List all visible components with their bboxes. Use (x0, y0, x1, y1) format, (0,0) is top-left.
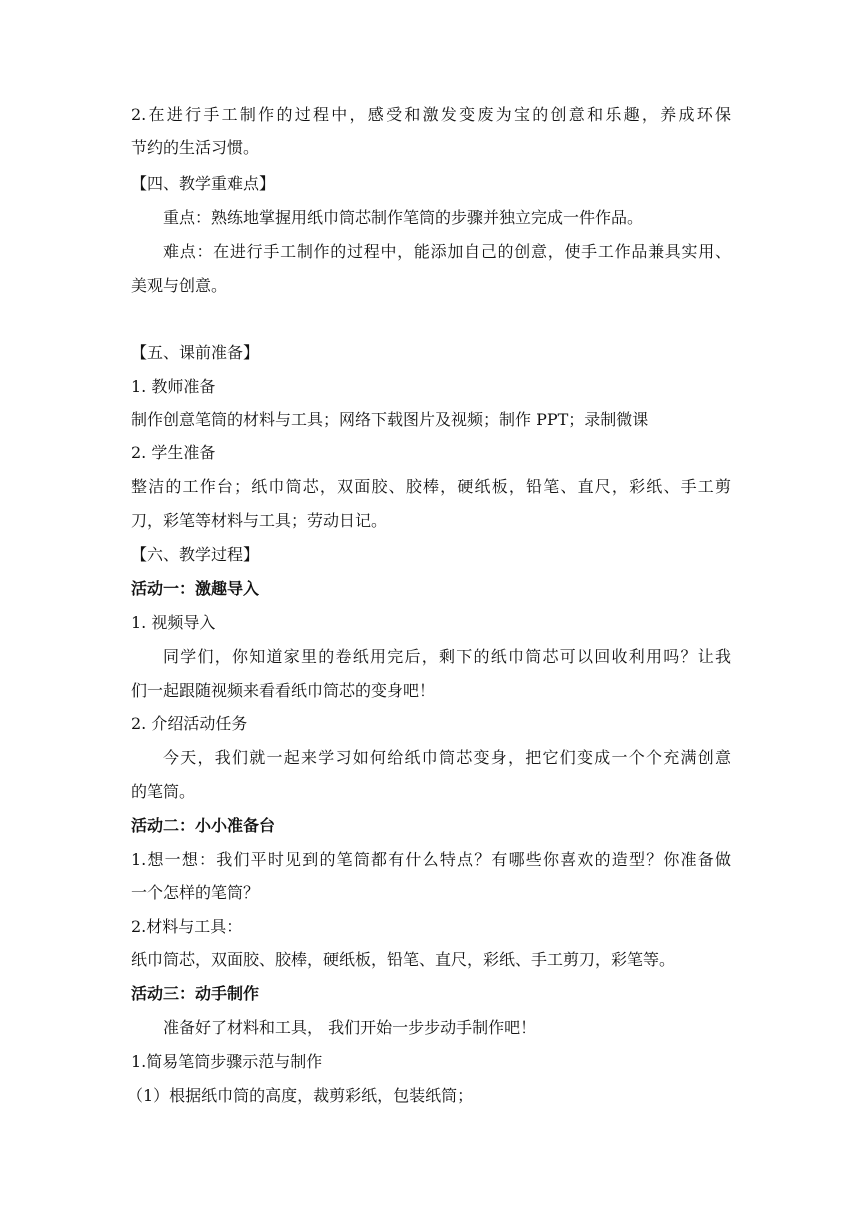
activity1-item1-title: 1. 视频导入 (131, 613, 216, 632)
activity3-title: 活动三：动手制作 (131, 984, 260, 1003)
activity2-item2-title: 2.材料与工具： (131, 917, 243, 936)
paragraph-goal-line2: 节约的生活习惯。 (131, 138, 260, 157)
activity3-item1-title: 1.简易笔筒步骤示范与制作 (131, 1052, 323, 1071)
activity1-item1-line1: 同学们，你知道家里的卷纸用完后，剩下的纸巾筒芯可以回收利用吗？让我 (163, 647, 731, 666)
teacher-prep-text: 制作创意笔筒的材料与工具；网络下载图片及视频；制作 PPT；录制微课 (131, 410, 649, 429)
activity3-intro: 准备好了材料和工具， 我们开始一步步动手制作吧！ (163, 1018, 537, 1037)
section-heading-key-difficult-points: 【四、教学重难点】 (131, 174, 276, 193)
student-prep-line1: 整洁的工作台；纸巾筒芯，双面胶、胶棒，硬纸板，铅笔、直尺，彩纸、手工剪 (131, 477, 731, 496)
key-point-text: 重点：熟练地掌握用纸巾筒芯制作笔筒的步骤并独立完成一件作品。 (163, 208, 644, 227)
activity2-item2-text: 纸巾筒芯，双面胶、胶棒，硬纸板，铅笔、直尺，彩纸、手工剪刀，彩笔等。 (131, 950, 676, 969)
student-prep-line2: 刀，彩笔等材料与工具；劳动日记。 (131, 511, 388, 530)
student-prep-title: 2. 学生准备 (131, 443, 216, 462)
activity1-title: 活动一：激趣导入 (131, 579, 260, 598)
activity2-title: 活动二：小小准备台 (131, 816, 276, 835)
difficulty-text-line1: 难点：在进行手工制作的过程中，能添加自己的创意，使手工作品兼具实用、 (163, 242, 731, 261)
section-heading-preparation: 【五、课前准备】 (131, 343, 260, 362)
activity3-step1: （1）根据纸巾筒的高度，裁剪彩纸，包装纸筒； (127, 1086, 474, 1105)
activity2-item1-line2: 一个怎样的笔筒？ (131, 883, 260, 902)
activity1-item2-title: 2. 介绍活动任务 (131, 714, 248, 733)
section-heading-teaching-process: 【六、教学过程】 (131, 545, 260, 564)
paragraph-goal-line1: 2.在进行手工制作的过程中，感受和激发变废为宝的创意和乐趣，养成环保 (131, 105, 731, 124)
activity2-item1-line1: 1.想一想：我们平时见到的笔筒都有什么特点？有哪些你喜欢的造型？你准备做 (131, 850, 731, 869)
activity1-item2-line2: 的笔筒。 (131, 782, 196, 801)
difficulty-text-line2: 美观与创意。 (131, 276, 228, 295)
activity1-item2-line1: 今天，我们就一起来学习如何给纸巾筒芯变身，把它们变成一个个充满创意 (163, 748, 731, 767)
teacher-prep-title: 1. 教师准备 (131, 377, 216, 396)
activity1-item1-line2: 们一起跟随视频来看看纸巾筒芯的变身吧！ (131, 681, 436, 700)
